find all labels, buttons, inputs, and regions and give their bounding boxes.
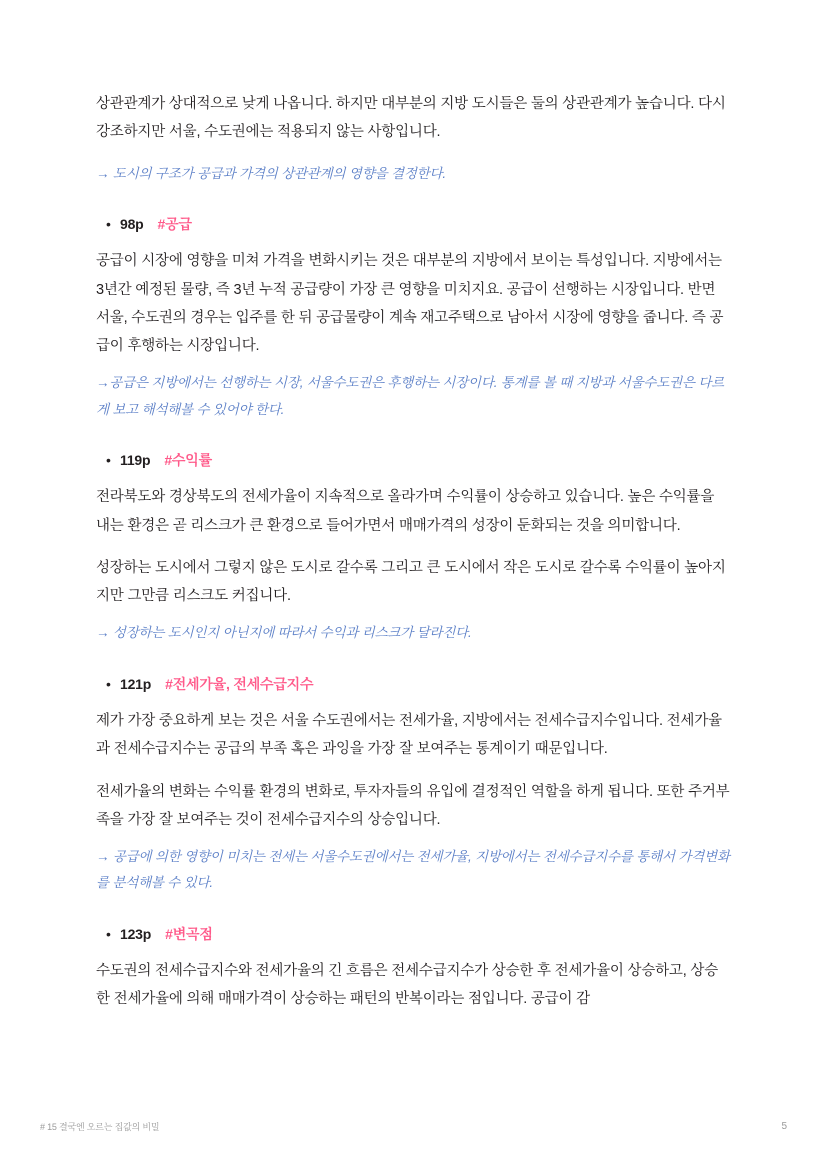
section-body (96, 247, 731, 360)
topic-tag: #전세가율, 전세수급지수 (165, 675, 314, 692)
page-number: 5 (781, 1120, 787, 1132)
paragraph: 제가 가장 중요하게 보는 것은 서울 수도권에서는 전세가율, 지방에서는 전세수급지수입니다. 전세가율과 전세수급지수는 공급의 부족 혹은 과잉을 가장 잘 보여주는 통계이기 때문입니다. (96, 713, 722, 758)
paragraph: 수도권의 전세수급지수와 전세가율의 긴 흐름은 전세수급지수가 상승한 후 전세가율이 상승하고, 상승한 전세가율에 의해 매매가격이 상승하는 패턴의 반복이라는 점입니다. 공급이 감 (96, 963, 719, 1008)
note-text: → 공급에 의한 영향이 미치는 전세는 서울수도권에서는 전세가율, 지방에서는 전세수급지수를 통해서 가격변화를 분석해볼 수 있다. (96, 849, 730, 891)
section-note-block (96, 620, 731, 646)
section-body (96, 707, 731, 834)
section-119p (96, 449, 731, 647)
paragraph: 성장하는 도시에서 그렇지 않은 도시로 갈수록 그리고 큰 도시에서 작은 도시로 갈수록 수익률이 높아지지만 그만큼 리스크도 커집니다. (96, 559, 726, 605)
paragraph: 공급이 시장에 영향을 미쳐 가격을 변화시키는 것은 대부분의 지방에서 보이는 특성입니다. 지방에서는 3년간 예정된 물량, 즉 3년 누적 공급량이 가장 큰 영향을 미치지요. 공급이 선행하는 시장입니다. 반면 서울, 수도권의 경우는 입주를 한 뒤 공급물량이 계속 재고주택으로 남아서 시장에 영향을 줍니다. 즉 공급이 후행하는 시장입니다. (96, 253, 724, 355)
intro-paragraph-block (96, 90, 731, 147)
section-heading (96, 923, 731, 945)
paragraph: 상관관계가 상대적으로 낮게 나옵니다. 하지만 대부분의 지방 도시들은 둘의 상관관계가 높습니다. 다시 강조하지만 서울, 수도권에는 적용되지 않는 사항입니다. (96, 96, 726, 141)
page-reference: 119p (120, 451, 151, 468)
intro-note-block (96, 161, 731, 187)
page-reference: 121p (120, 675, 152, 692)
paragraph: 전세가율의 변화는 수익률 환경의 변화로, 투자자들의 유입에 결정적인 역할을 하게 됩니다. 또한 주거부족을 가장 잘 보여주는 것이 전세수급지수의 상승입니다. (96, 783, 730, 828)
note-text: → 도시의 구조가 공급과 가격의 상관관계의 영향을 결정한다. (96, 165, 446, 181)
topic-tag: #수익률 (164, 451, 212, 468)
topic-tag: #공급 (157, 215, 192, 232)
bullet-icon: • (106, 675, 111, 692)
bullet-icon: • (106, 451, 111, 468)
page-footer (0, 1118, 827, 1134)
paragraph-spacer (96, 768, 731, 778)
section-body (96, 957, 731, 1014)
section-121p (96, 673, 731, 897)
note-text: → 성장하는 도시인지 아닌지에 따라서 수익과 리스크가 달라진다. (96, 625, 472, 641)
page-reference: 123p (120, 925, 152, 942)
page-reference: 98p (120, 215, 144, 232)
footer-title: # 15 결국엔 오르는 집값의 비밀 (40, 1121, 160, 1132)
section-heading (96, 213, 731, 235)
note-text: →공급은 지방에서는 선행하는 시장, 서울수도권은 후행하는 시장이다. 통계를 볼 때 지방과 서울수도권은 다르게 보고 해석해볼 수 있어야 한다. (96, 375, 725, 417)
section-heading (96, 449, 731, 471)
bullet-icon: • (106, 215, 111, 232)
section-body (96, 483, 731, 610)
section-note-block (96, 370, 731, 423)
bullet-icon: • (106, 925, 111, 942)
document-content (96, 90, 731, 1014)
section-heading (96, 673, 731, 695)
topic-tag: #변곡점 (165, 925, 213, 942)
section-note-block (96, 844, 731, 897)
section-98p (96, 213, 731, 423)
paragraph-spacer (96, 544, 731, 554)
section-123p (96, 923, 731, 1014)
paragraph: 전라북도와 경상북도의 전세가율이 지속적으로 올라가며 수익률이 상승하고 있습니다. 높은 수익률을 내는 환경은 곧 리스크가 큰 환경으로 들어가면서 매매가격의 성장이 둔화되는 것을 의미합니다. (96, 489, 715, 534)
